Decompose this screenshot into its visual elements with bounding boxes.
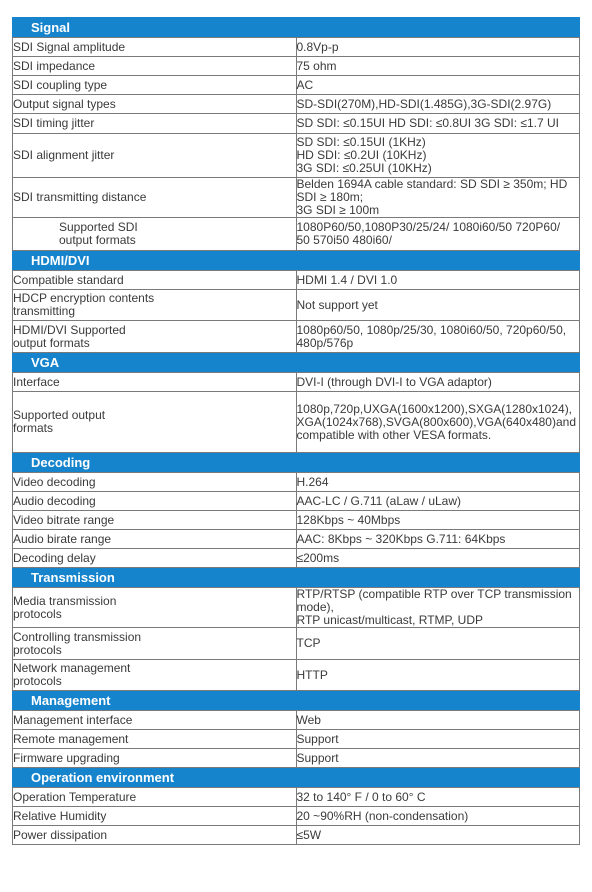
spec-value [296,788,580,807]
spec-value-line: TCP [296,636,321,650]
spec-value-line: SD SDI: ≤0.15UI (1KHz) [296,135,426,149]
spec-value-line: Belden 1694A cable standard: SD SDI ≥ 350m; HD SDI ≥ 180m; [296,177,568,204]
spec-label [13,392,297,453]
spec-value-line: 128Kbps ~ 40Mbps [296,512,401,527]
spec-label: SDI alignment jitter [13,134,297,178]
table-row [13,57,580,76]
spec-label-line: output formats [59,233,136,247]
table-row [13,549,580,568]
spec-label-line: Media transmission [13,593,117,608]
table-row [13,38,580,57]
spec-label: SDI impedance [13,57,297,76]
spec-value-line: H.264 [296,474,329,489]
spec-label-line: HDMI/DVI Supported [13,322,126,337]
spec-value [296,730,580,749]
table-row [13,511,580,530]
spec-value [296,114,580,134]
spec-label: Management interface [13,711,297,730]
table-row [13,588,580,628]
spec-value [296,711,580,730]
spec-label-line: Supported SDI [59,220,138,234]
spec-label: Interface [13,373,297,392]
section-title: Signal [13,18,580,38]
spec-value-line: Web [296,712,321,727]
spec-value [296,826,580,845]
spec-value-line: RTP unicast/multicast, RTMP, UDP [296,613,484,627]
spec-value [296,57,580,76]
spec-value-line: HDMI 1.4 / DVI 1.0 [296,272,398,287]
section-header [13,568,580,588]
section-header [13,353,580,373]
spec-value [296,95,580,114]
spec-value-line: SD SDI: ≤0.15UI HD SDI: ≤0.8UI 3G SDI: ≤1.7 UI [296,116,560,130]
spec-label-line: Network management [13,661,131,675]
spec-value [296,473,580,492]
spec-value [296,749,580,768]
spec-value [296,218,580,251]
table-row [13,492,580,511]
spec-label: Remote management [13,730,297,749]
spec-label: Output signal types [13,95,297,114]
spec-value [296,392,580,453]
spec-value [296,628,580,660]
spec-value-line: RTP/RTSP (compatible RTP over TCP transmission mode), [296,587,572,614]
table-row [13,711,580,730]
table-row [13,628,580,660]
spec-label-line: protocols [13,606,62,621]
spec-label-line: HDCP encryption contents [13,291,155,305]
section-title: Decoding [13,453,580,473]
spec-label-line: Controlling transmission [13,629,142,644]
spec-value [296,530,580,549]
section-header [13,453,580,473]
spec-value-line: 0.8Vp-p [296,39,339,54]
spec-value-line: AAC: 8Kbps ~ 320Kbps G.711: 64Kbps [296,531,506,546]
spec-value-line: 1080p,720p,UXGA(1600x1200),SXGA(1280x1024), [296,401,573,416]
spec-value [296,588,580,628]
table-row [13,392,580,453]
table-row [13,826,580,845]
spec-label-line: protocols [13,642,62,657]
spec-label [13,321,297,353]
spec-value-line: SD-SDI(270M),HD-SDI(1.485G),3G-SDI(2.97G) [296,96,552,111]
table-row [13,530,580,549]
spec-value-line: compatible with other VESA formats. [296,427,492,442]
spec-label: Video bitrate range [13,511,297,530]
table-row [13,321,580,353]
spec-value-line: 3G SDI ≥ 100m [296,203,380,217]
spec-label: Power dissipation [13,826,297,845]
spec-value-line: AAC-LC / G.711 (aLaw / uLaw) [296,493,462,508]
spec-label: SDI transmitting distance [13,178,297,218]
section-header [13,768,580,788]
table-row [13,290,580,321]
spec-value [296,511,580,530]
spec-label [13,290,297,321]
section-header [13,18,580,38]
spec-value [296,178,580,218]
spec-label-line: Supported output [13,408,106,422]
spec-label: Video decoding [13,473,297,492]
spec-label-line: protocols [13,674,62,688]
spec-label: Relative Humidity [13,807,297,826]
spec-value [296,373,580,392]
spec-value-line: HD SDI: ≤0.2UI (10KHz) [296,148,427,162]
spec-value [296,290,580,321]
table-row [13,178,580,218]
spec-label: SDI Signal amplitude [13,38,297,57]
spec-label-line: output formats [13,335,90,350]
spec-label-line: transmitting [13,304,76,318]
spec-label [13,628,297,660]
spec-label: Audio birate range [13,530,297,549]
spec-value [296,38,580,57]
spec-value-line: 50 570i50 480i60/ [296,233,392,247]
spec-label: Compatible standard [13,271,297,290]
spec-label [13,218,297,251]
table-row [13,788,580,807]
spec-value [296,76,580,95]
table-row [13,807,580,826]
section-title: HDMI/DVI [13,251,580,271]
spec-label: Operation Temperature [13,788,297,807]
table-row [13,660,580,691]
table-row [13,373,580,392]
spec-value-line: Support [296,731,339,746]
spec-value-line: HTTP [296,667,328,682]
spec-value-line: 20 ~90%RH (non-condensation) [296,808,469,823]
spec-value [296,321,580,353]
spec-value [296,660,580,691]
spec-value-line: 75 ohm [296,58,337,73]
spec-value-line: 1080p60/50, 1080p/25/30, 1080i60/50, 720p60/50, 480p/576p [296,322,567,350]
spec-value-line: DVI-I (through DVI-I to VGA adaptor) [296,374,492,389]
spec-value-line: ≤200ms [296,550,340,565]
spec-label: Decoding delay [13,549,297,568]
section-title: Operation environment [13,768,580,788]
spec-value-line: Not support yet [296,297,378,312]
spec-label-line: formats [13,421,54,435]
spec-value-line: ≤5W [296,827,322,842]
spec-label: SDI timing jitter [13,114,297,134]
section-header [13,691,580,711]
spec-table [12,17,580,845]
spec-value-line: 3G SDI: ≤0.25UI (10KHz) [296,161,432,175]
table-row [13,271,580,290]
table-row [13,114,580,134]
section-title: Transmission [13,568,580,588]
spec-value-line: XGA(1024x768),SVGA(800x600),VGA(640x480)and [296,414,576,429]
section-title: VGA [13,353,580,373]
spec-label [13,588,297,628]
spec-value [296,807,580,826]
spec-value-line: 32 to 140° F / 0 to 60° C [296,789,426,804]
table-row [13,76,580,95]
table-row [13,473,580,492]
spec-label: Firmware upgrading [13,749,297,768]
spec-value [296,492,580,511]
table-row [13,730,580,749]
table-row [13,134,580,178]
spec-value [296,271,580,290]
table-row [13,749,580,768]
spec-label: Audio decoding [13,492,297,511]
table-row [13,95,580,114]
section-header [13,251,580,271]
spec-value [296,134,580,178]
section-title: Management [13,691,580,711]
spec-label [13,660,297,691]
table-row [13,218,580,251]
spec-value-line: 1080P60/50,1080P30/25/24/ 1080i60/50 720P60/ [296,220,561,234]
spec-value-line: Support [296,750,339,765]
spec-value-line: AC [296,77,314,92]
spec-value [296,549,580,568]
spec-label: SDI coupling type [13,76,297,95]
